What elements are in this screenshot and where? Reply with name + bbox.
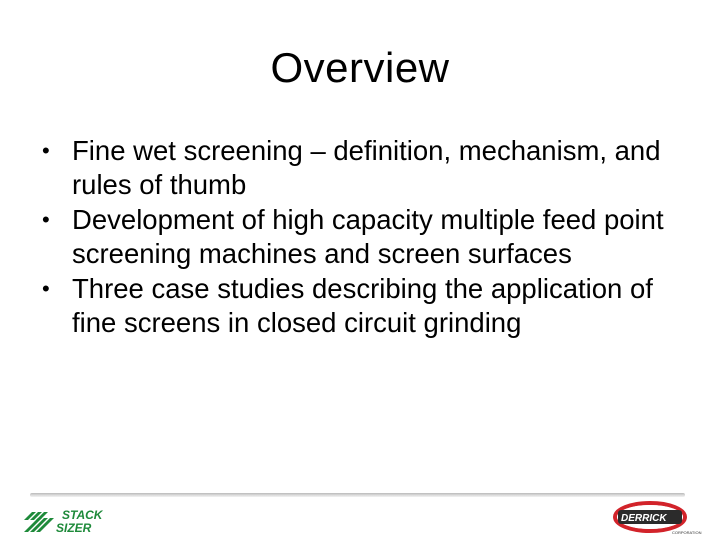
bullet-marker: • xyxy=(42,207,50,232)
bullet-text: Three case studies describing the application of fine screens in closed circuit grinding xyxy=(72,273,653,338)
bullet-marker: • xyxy=(42,276,50,301)
bullet-item xyxy=(40,134,700,202)
bullet-item xyxy=(40,203,700,271)
derrick-name: DERRICK xyxy=(621,513,667,524)
bullet-list xyxy=(40,134,700,341)
derrick-sub: CORPORATION xyxy=(672,530,702,535)
slide-title: Overview xyxy=(270,44,450,91)
stack-sizer-line2: SIZER xyxy=(56,521,92,535)
bullet-text: Development of high capacity multiple feed point screening machines and screen surfaces xyxy=(72,204,664,269)
bullet-marker: • xyxy=(42,138,50,163)
footer-divider xyxy=(30,493,685,497)
bullet-text: Fine wet screening – definition, mechanism, and rules of thumb xyxy=(72,135,661,200)
bullet-item xyxy=(40,272,700,340)
stack-sizer-logo xyxy=(22,505,134,535)
derrick-logo xyxy=(612,500,712,538)
stack-sizer-stripes-icon xyxy=(24,512,54,532)
stack-sizer-line1: STACK xyxy=(62,508,103,522)
